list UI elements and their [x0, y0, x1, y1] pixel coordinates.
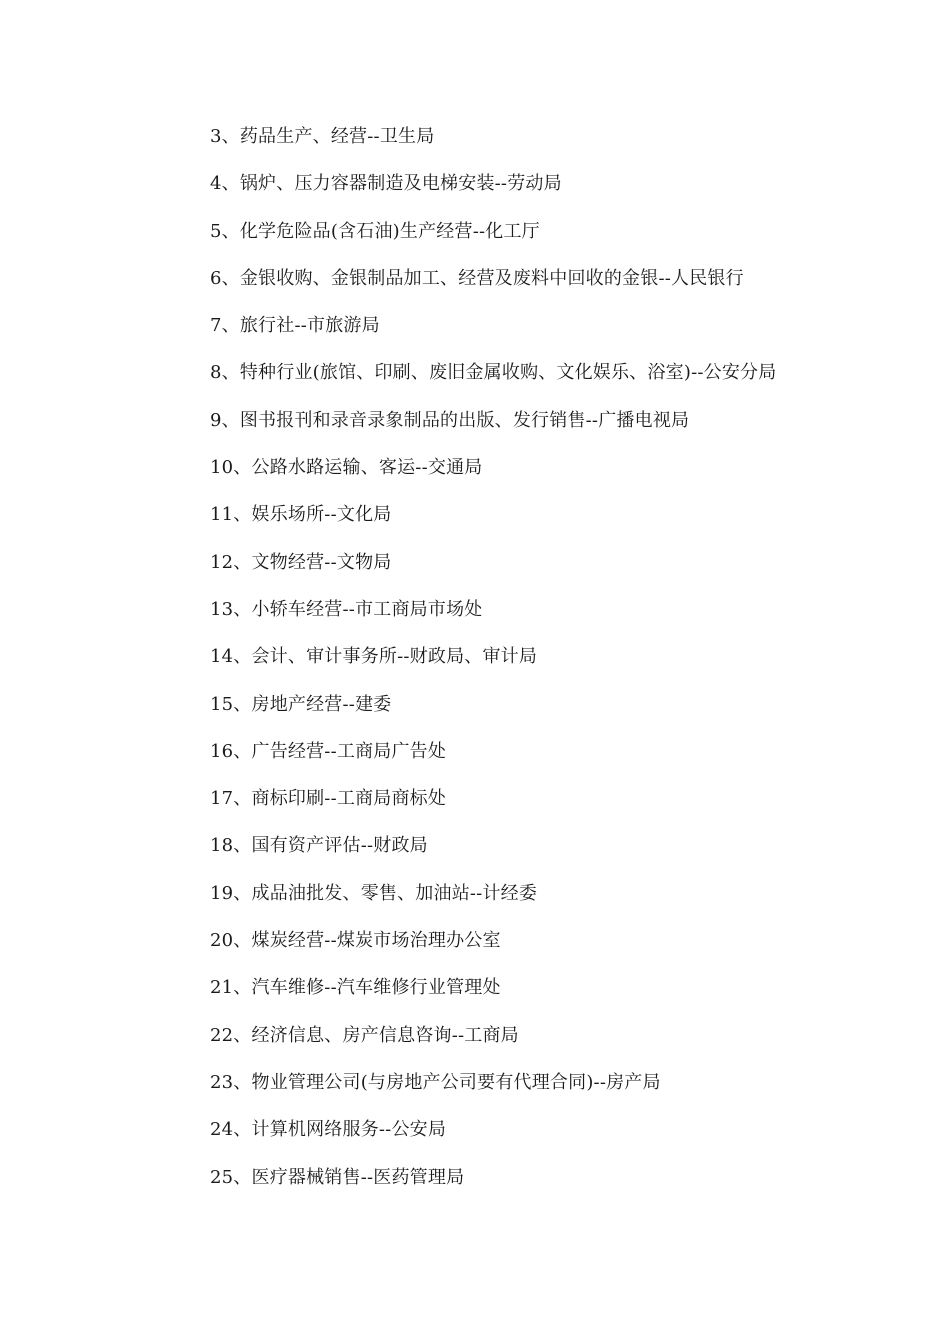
- list-item: 11、娱乐场所--文化局: [210, 504, 392, 526]
- approval-list: [146, 123, 806, 1211]
- list-item: 16、广告经营--工商局广告处: [210, 740, 447, 762]
- list-item: 14、会计、审计事务所--财政局、审计局: [210, 646, 538, 668]
- list-item: 22、经济信息、房产信息咨询--工商局: [210, 1024, 519, 1046]
- list-item: 20、煤炭经营--煤炭市场治理办公室: [210, 930, 501, 952]
- list-item: 4、锅炉、压力容器制造及电梯安装--劳动局: [210, 173, 562, 195]
- list-item: 12、文物经营--文物局: [210, 551, 392, 573]
- list-item: 5、化学危险品(含石油)生产经营--化工厅: [210, 220, 540, 242]
- list-item: 17、商标印刷--工商局商标处: [210, 788, 447, 810]
- list-item: 18、国有资产评估--财政局: [210, 835, 428, 857]
- list-item: 6、金银收购、金银制品加工、经营及废料中回收的金银--人民银行: [210, 267, 744, 289]
- list-item: 15、房地产经营--建委: [210, 693, 392, 715]
- list-item: 7、旅行社--市旅游局: [210, 315, 380, 337]
- list-item: 10、公路水路运输、客运--交通局: [210, 457, 483, 479]
- list-item: 13、小轿车经营--市工商局市场处: [210, 598, 483, 620]
- list-item: 8、特种行业(旅馆、印刷、废旧金属收购、文化娱乐、浴室)--公安分局: [210, 362, 777, 384]
- list-item: 23、物业管理公司(与房地产公司要有代理合同)--房产局: [210, 1071, 661, 1093]
- list-item: 24、计算机网络服务--公安局: [210, 1119, 447, 1141]
- list-item: 9、图书报刊和录音录象制品的出版、发行销售--广播电视局: [210, 409, 690, 431]
- list-item: 19、成品油批发、零售、加油站--计经委: [210, 882, 538, 904]
- list-item: 3、药品生产、经营--卫生局: [210, 126, 435, 147]
- list-item: 21、汽车维修--汽车维修行业管理处: [210, 977, 501, 999]
- list-item: 25、医疗器械销售--医药管理局: [210, 1166, 465, 1188]
